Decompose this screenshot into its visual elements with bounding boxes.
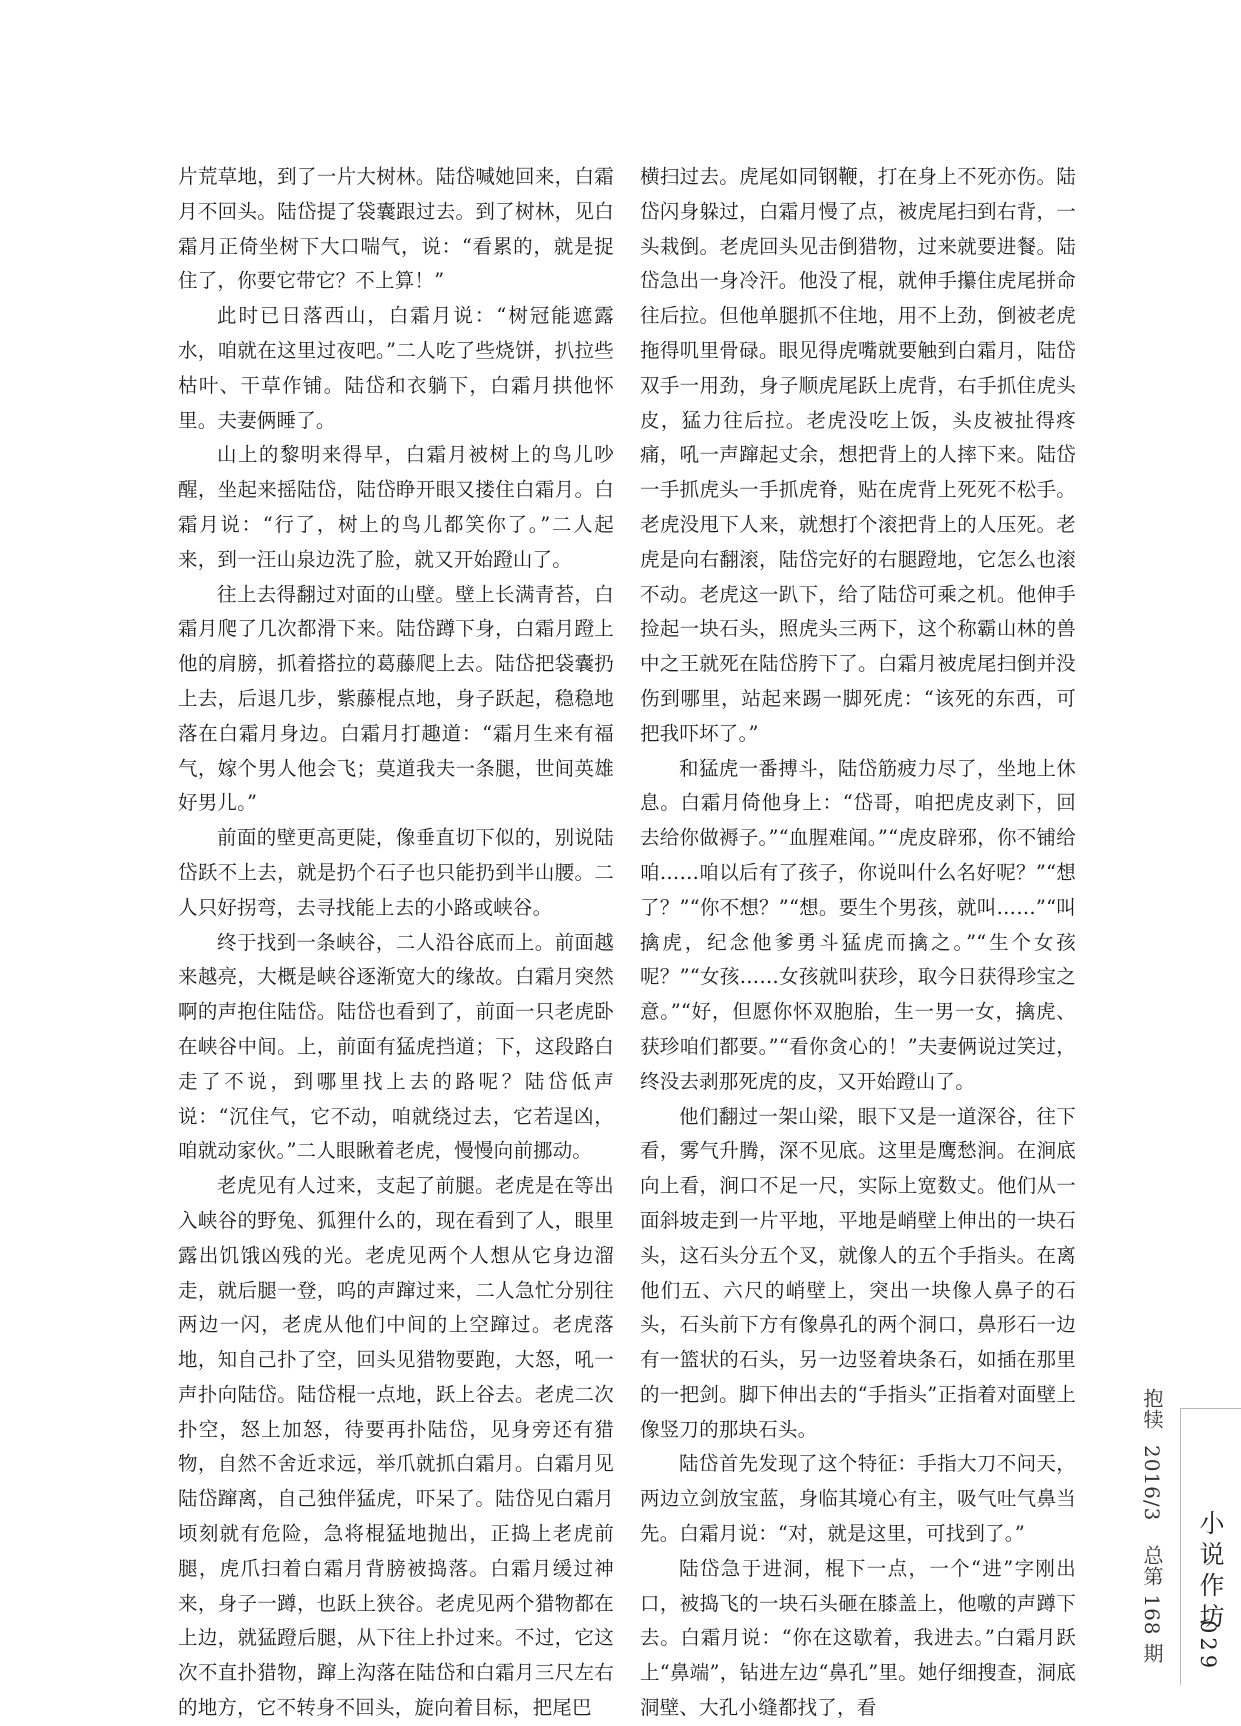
magazine-name: 抱犊: [1140, 1388, 1164, 1430]
paragraph: 和猛虎一番搏斗，陆岱筋疲力尽了，坐地上休息。白霜月倚他身上：“岱哥，咱把虎皮剥下，回去给你做褥子。”“血腥难闻。”“虎皮辟邪，你不铺给咱……咱以后有了孩子，你说叫什么名好呢？”“想了？”“你不想？”“想。要生个男孩，就叫……”“叫擒虎，纪念他爹勇斗猛虎而擒之。”“生个女孩呢？”“女孩……女孩就叫获珍，取今日获得珍宝之意。”“好，但愿你怀双胞胎，生一男一女，擒虎、获珍咱们都要。”“看你贪心的！”夫妻俩说过笑过，终没去剥那死虎的皮，又开始蹬山了。: [640, 756, 1076, 1093]
paragraph: 陆岱首先发现了这个特征：手指大刀不问天，两边立剑放宝蓝，身临其境心有主，吸气吐气鼻当先。白霜月说：“对，就是这里，可找到了。”: [640, 1452, 1076, 1546]
paragraph: 往上去得翻过对面的山壁。壁上长满青苔，白霜月爬了几次都滑下来。陆岱蹲下身，白霜月蹬上他的肩膀，抓着搭拉的葛藤爬上去。陆岱把袋囊扔上去，后退几步，紫藤棍点地，身子跃起，稳稳地落在白霜月身边。白霜月打趣道：“霜月生来有福气，嫁个男人他会飞；莫道我夫一条腿，世间英雄好男儿。”: [178, 582, 614, 815]
section-title: 小说作坊: [1196, 1510, 1225, 1634]
paragraph: 陆岱急于进洞，棍下一点，一个“进”字刚出口，被捣飞的一块石头砸在膝盖上，他噭的声蹲下去。白霜月说：“你在这歇着，我进去。”白霜月跃上“鼻端”，钻进左边“鼻孔”里。她仔细搜查，洞底洞壁、大孔小缝都找了，看: [640, 1556, 1076, 1720]
journal-footer: [1138, 1388, 1167, 1664]
paragraph: 前面的壁更高更陡，像垂直切下似的，别说陆岱跃不上去，就是扔个石子也只能扔到半山腰。二人只好拐弯，去寻找能上去的小路或峡谷。: [178, 826, 614, 919]
right-column: [640, 160, 1076, 1726]
paragraph: 横扫过去。虎尾如同钢鞭，打在身上不死亦伤。陆岱闪身躲过，白霜月慢了点，被虎尾扫到右背，一头栽倒。老虎回头见击倒猎物，过来就要进餐。陆岱急出一身冷汗。他没了棍，就伸手攥住虎尾拼命往后拉。但他单腿抓不住地，用不上劲，倒被老虎拖得叽里骨碌。眼见得虎嘴就要触到白霜月，陆岱双手一用劲，身子顺虎尾跃上虎背，右手抓住虎头皮，猛力往后拉。老虎没吃上饭，头皮被扯得疼痛，吼一声蹿起丈余，想把背上的人摔下来。陆岱一手抓虎头一手抓虎脊，贴在虎背上死死不松手。老虎没甩下人来，就想打个滚把背上的人压死。老虎是向右翻滚，陆岱完好的右腿蹬地，它怎么也滚不动。老虎这一趴下，给了陆岱可乘之机。他伸手捡起一块石头，照虎头三两下，这个称霸山林的兽中之王就死在陆岱胯下了。白霜月被虎尾扫倒并没伤到哪里，站起来踢一脚死虎：“该死的东西，可把我吓坏了。”: [640, 165, 1076, 745]
paragraph: 此时已日落西山，白霜月说：“树冠能遮露水，咱就在这里过夜吧。”二人吃了些烧饼，扒拉些枯叶、干草作铺。陆岱和衣躺下，白霜月拱他怀里。夫妻俩睡了。: [178, 304, 614, 432]
page-number: 029: [1196, 1620, 1220, 1673]
paragraph: 山上的黎明来得早，白霜月被树上的鸟儿吵醒，坐起来摇陆岱，陆岱睁开眼又搂住白霜月。白霜月说：“行了，树上的鸟儿都笑你了。”二人起来，到一汪山泉边洗了脸，就又开始蹬山了。: [178, 443, 614, 571]
paragraph: 片荒草地，到了一片大树林。陆岱喊她回来，白霜月不回头。陆岱提了袋囊跟过去。到了树林，见白霜月正倚坐树下大口喘气，说：“看累的，就是捉住了，你要它带它？不上算！”: [178, 165, 614, 293]
paragraph: 老虎见有人过来，支起了前腿。老虎是在等出入峡谷的野兔、狐狸什么的，现在看到了人，眼里露出饥饿凶残的光。老虎见两个人想从它身边溜走，就后腿一登，呜的声蹿过来，二人急忙分别往两边一闪，老虎从他们中间的上空蹿过。老虎落地，知自己扑了空，回头见猎物要跑，大怒，吼一声扑向陆岱。陆岱棍一点地，跃上谷去。老虎二次扑空，怒上加怒，待要再扑陆岱，见身旁还有猎物，自然不舍近求远，举爪就抓白霜月。白霜月见陆岱蹿离，自己独伴猛虎，吓呆了。陆岱见白霜月顷刻就有危险，急将棍猛地抛出，正捣上老虎前腿，虎爪扫着白霜月背膀被捣落。白霜月缓过神来，身子一蹲，也跃上狭谷。老虎见两个猎物都在上边，就猛蹬后腿，从下往上扑过来。不过，它这次不直扑猎物，蹿上沟落在陆岱和白霜月三尺左右的地方，它不转身不回头，旋向着目标，把尾巴: [178, 1174, 614, 1720]
paragraph: 终于找到一条峡谷，二人沿谷底而上。前面越来越亮，大概是峡谷逐渐宽大的缘故。白霜月突然啊的声抱住陆岱。陆岱也看到了，前面一只老虎卧在峡谷中间。上，前面有猛虎挡道；下，这段路白走了不说，到哪里找上去的路呢？陆岱低声说：“沉住气，它不动，咱就绕过去，它若逞凶，咱就动家伙。”二人眼瞅着老虎，慢慢向前挪动。: [178, 930, 614, 1163]
issue-number: 2016/3: [1140, 1445, 1164, 1522]
paragraph: 他们翻过一架山梁，眼下又是一道深谷，往下看，雾气升腾，深不见底。这里是鹰愁涧。在涧底向上看，涧口不足一尺，实际上宽数丈。他们从一面斜坡走到一片平地，平地是峭壁上伸出的一块石头，这石头分五个叉，就像人的五个手指头。在离他们五、六尺的峭壁上，突出一块像人鼻子的石头，石头前下方有像鼻孔的两个洞口，鼻形石一边有一篮状的石头，另一边竖着块条石，如插在那里的一把剑。脚下伸出去的“手指头”正指着对面壁上像竖刀的那块石头。: [640, 1104, 1076, 1441]
left-column: [178, 160, 614, 1726]
total-issue: 总第 168 期: [1140, 1545, 1164, 1664]
